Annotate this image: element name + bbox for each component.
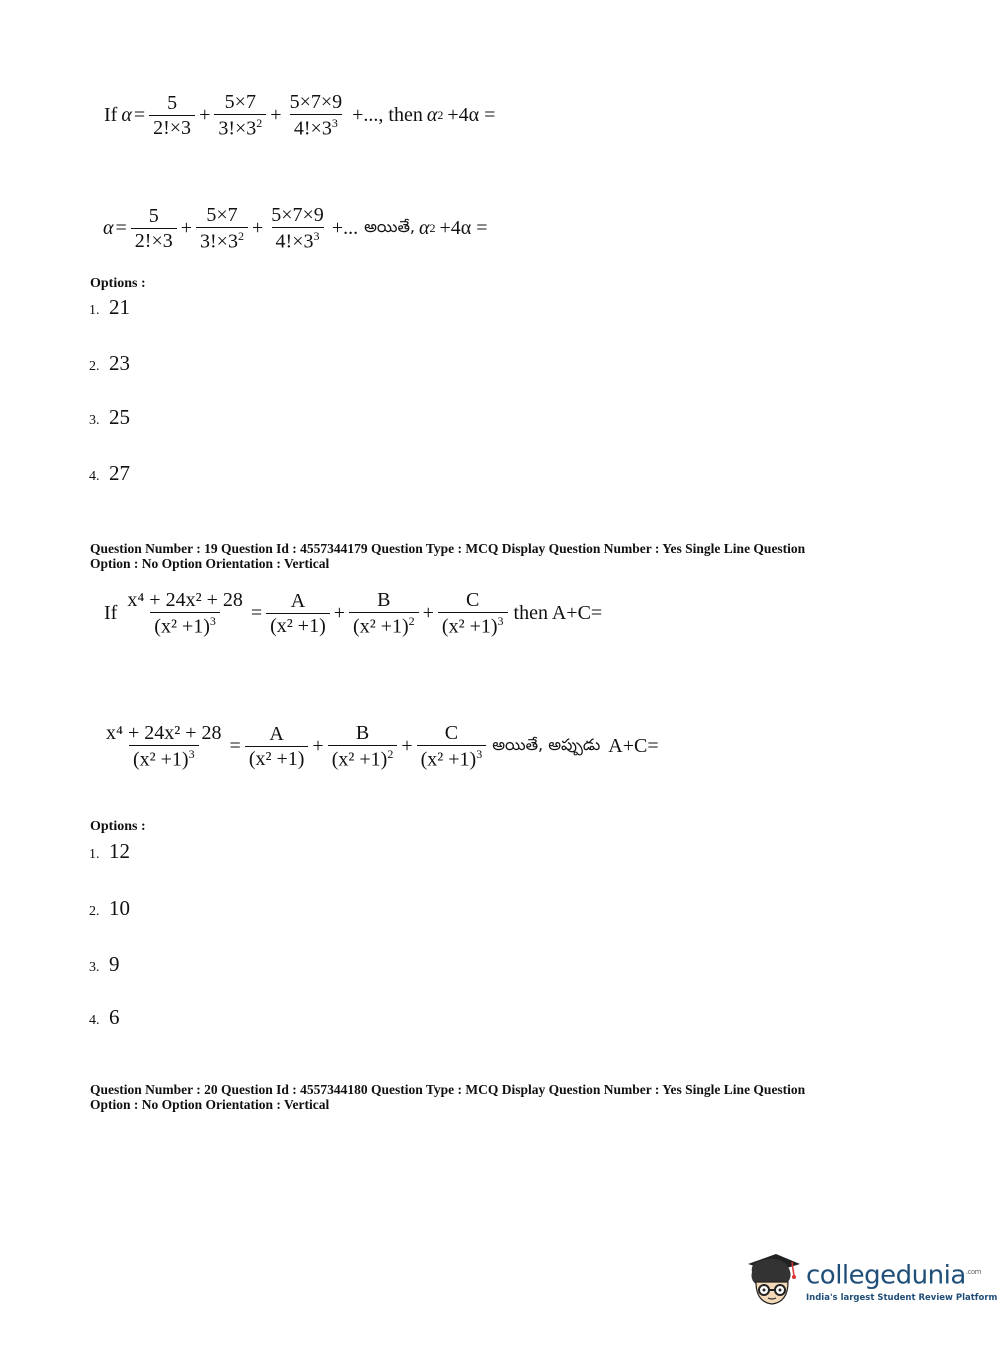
q19-option-3[interactable]: 3. 9 bbox=[89, 952, 120, 976]
q18-option-2[interactable]: 2. 23 bbox=[89, 351, 130, 375]
logo-tagline: India's largest Student Review Platform bbox=[806, 1292, 998, 1303]
q18-telugu-equation: α = $\frac{5}{2!\times 3}$ + $\frac{5\times 7}{3!\times 3^2}$ + $\frac{5\times 7\times 9}{4!\times 3^3}$ +... అయితే, α 2 +4α = bbox=[103, 204, 488, 253]
q18-option-4[interactable]: 4. 27 bbox=[89, 461, 130, 485]
q19-options-label: Options : bbox=[90, 819, 146, 834]
logo-name: collegedunia bbox=[806, 1260, 966, 1291]
q18-options-label: Options : bbox=[90, 276, 146, 291]
q19-english-equation: If $\frac{\text{x⁴ + 24x² + 28}}{(x^2 +1)^3}$ = $\frac{A}{\text{(x² +1)}}$ + $\frac{B}{(x^2 +1)^2}$ + $\frac{C}{(x^2 +1)^3}$ then A+C= bbox=[104, 589, 603, 638]
q18-english-equation: If α = $\frac{5}{2!\times 3}$ + $\frac{5\times 7}{3!\times 3^2}$ + $\frac{5\times 7\times 9}{4!\times 3^3}$ +..., then α 2 +4α = bbox=[104, 91, 496, 140]
q19-option-4[interactable]: 4. 6 bbox=[89, 1005, 120, 1029]
q18-option-3[interactable]: 3. 25 bbox=[89, 405, 130, 429]
collegedunia-logo bbox=[742, 1250, 997, 1310]
q19-option-1[interactable]: 1. 12 bbox=[89, 839, 130, 863]
q19-meta: Question Number : 19 Question Id : 4557344179 Question Type : MCQ Display Question Number : Yes Single Line Question Option : No Option Orientation : Vertical bbox=[90, 541, 806, 571]
q19-option-2[interactable]: 2. 10 bbox=[89, 896, 130, 920]
q18-option-1[interactable]: 1. 21 bbox=[89, 295, 130, 319]
student-mascot-icon bbox=[742, 1250, 802, 1310]
q19-telugu-equation: $\frac{\text{x⁴ + 24x² + 28}}{(x^2 +1)^3}$ = $\frac{A}{\text{(x² +1)}}$ + $\frac{B}{(x^2 +1)^2}$ + $\frac{C}{(x^2 +1)^3}$ అయితే, అప్పుడు A+C= bbox=[106, 722, 659, 771]
q20-meta: Question Number : 20 Question Id : 4557344180 Question Type : MCQ Display Question Number : Yes Single Line Question Option : No Option Orientation : Vertical bbox=[90, 1082, 806, 1112]
logo-com: .com bbox=[965, 1268, 981, 1277]
